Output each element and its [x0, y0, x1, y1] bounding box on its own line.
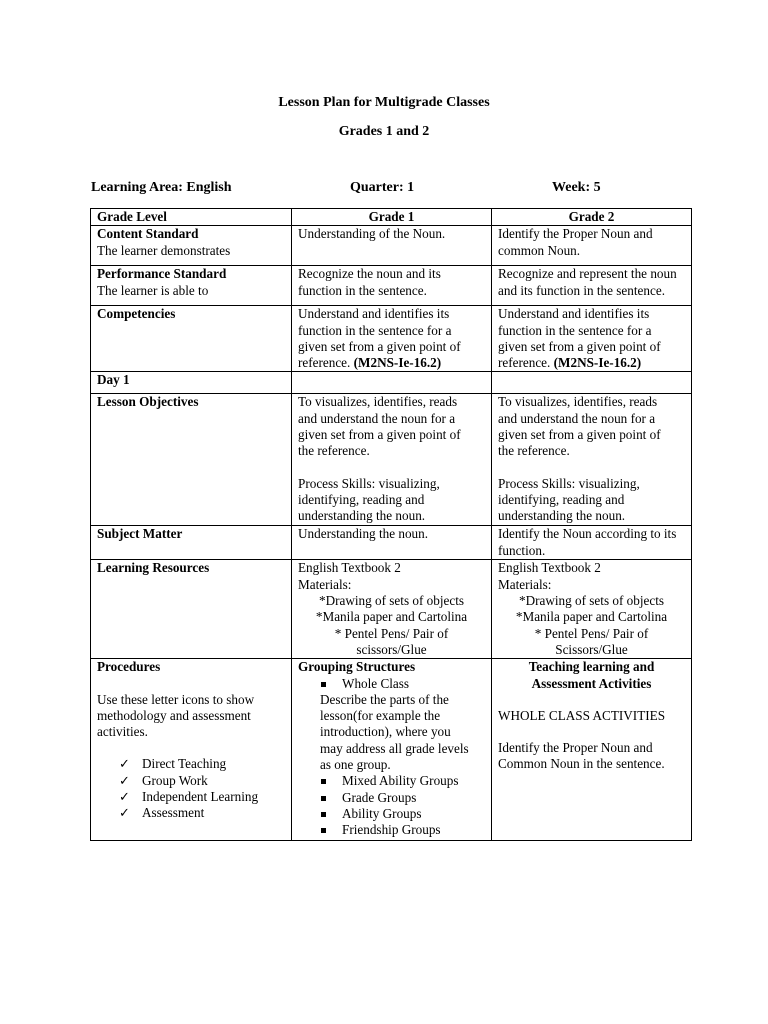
objectives-g2-skill: identifying, reading and: [498, 491, 625, 507]
competencies-g1-line: function in the sentence for a: [298, 322, 452, 338]
performance-standard-g1-line: function in the sentence.: [298, 282, 427, 298]
objectives-g1-line: and understand the noun for a: [298, 410, 456, 426]
header-grade-2: Grade 2: [492, 209, 692, 226]
grouping-list: [298, 676, 485, 692]
grouping-label: Ability Groups: [342, 805, 422, 821]
spacer: [498, 724, 685, 740]
table-row: [91, 394, 692, 526]
activities-heading: Assessment Activities: [531, 675, 652, 691]
content-standard-g1-text: Understanding of the Noun.: [298, 226, 446, 242]
resources-g2-material: * Pentel Pens/ Pair of: [534, 625, 649, 641]
spacer: [498, 692, 685, 708]
subject-matter-g2: [492, 526, 692, 560]
competencies-label-cell: [91, 306, 292, 372]
competencies-g1-line: given set from a given point of: [298, 338, 461, 354]
procedures-g2: [492, 659, 692, 841]
square-bullet-icon: [321, 779, 326, 784]
performance-standard-g1: [292, 266, 492, 306]
whole-class-description: [298, 692, 485, 773]
list-item: [119, 756, 285, 772]
header-grade-level: Grade Level: [91, 209, 292, 226]
resources-label-cell: [91, 560, 292, 659]
grouping-structures-heading: Grouping Structures: [298, 659, 416, 675]
day-g1: [292, 372, 492, 394]
spacer: [298, 460, 485, 476]
header-grade-1: Grade 1: [292, 209, 492, 226]
competencies-label: Competencies: [97, 306, 176, 322]
resources-g2-material: *Drawing of sets of objects: [518, 593, 665, 609]
procedures-label-cell: [91, 659, 292, 841]
procedures-desc-line: methodology and assessment: [97, 707, 251, 723]
content-standard-g1: [292, 226, 492, 266]
resources-g1-material: *Drawing of sets of objects: [318, 593, 465, 609]
objectives-g1-skill: identifying, reading and: [298, 491, 425, 507]
checklist-label: Independent Learning: [142, 789, 259, 805]
objectives-g1-line: the reference.: [298, 443, 370, 459]
objectives-g1: [292, 394, 492, 526]
resources-g1-material: *Manila paper and Cartolina: [315, 609, 468, 625]
objectives-label: Lesson Objectives: [97, 394, 199, 410]
resources-g2-material: Scissors/Glue: [555, 641, 628, 657]
competencies-g1-text: reference.: [298, 355, 354, 371]
content-standard-sub: The learner demonstrates: [97, 242, 231, 258]
table-row: [91, 560, 692, 659]
objectives-g2-skill: understanding the noun.: [498, 508, 626, 524]
table-row: [91, 306, 692, 372]
performance-standard-sub: The learner is able to: [97, 282, 209, 298]
grouping-label: Whole Class: [342, 675, 410, 691]
competencies-g2-text: reference.: [498, 355, 554, 371]
objectives-g2-line: and understand the noun for a: [498, 410, 656, 426]
list-item: [320, 806, 485, 822]
subject-matter-g2-line: function.: [498, 542, 546, 558]
grouping-label: Grade Groups: [342, 789, 417, 805]
lesson-plan-table: [90, 208, 692, 841]
resources-g1-material: * Pentel Pens/ Pair of: [334, 625, 449, 641]
activity-line: Common Noun in the sentence.: [498, 756, 665, 772]
objectives-g1-line: given set from a given point of: [298, 427, 461, 443]
table-row: [91, 526, 692, 560]
square-bullet-icon: [321, 812, 326, 817]
resources-g2: [492, 560, 692, 659]
content-standard-label-cell: [91, 226, 292, 266]
competencies-g2: [492, 306, 692, 372]
resources-g1-line: Materials:: [298, 576, 352, 592]
table-row: [91, 226, 692, 266]
objectives-g2: [492, 394, 692, 526]
objectives-g1-skill: understanding the noun.: [298, 508, 426, 524]
competencies-g1: [292, 306, 492, 372]
objectives-g1-skill: Process Skills: visualizing,: [298, 475, 440, 491]
content-standard-label: Content Standard: [97, 226, 199, 242]
subject-matter-g1: [292, 526, 492, 560]
document-title: Lesson Plan for Multigrade Classes: [278, 95, 490, 110]
week: Week: 5: [552, 180, 601, 195]
description-line: Describe the parts of the: [320, 691, 449, 707]
objectives-g2-line: given set from a given point of: [498, 427, 661, 443]
procedures-desc-line: activities.: [97, 724, 148, 740]
description-line: introduction), where you: [320, 724, 451, 740]
performance-standard-label-cell: [91, 266, 292, 306]
description-line: as one group.: [320, 757, 391, 773]
document-subtitle: Grades 1 and 2: [338, 124, 430, 139]
resources-g1-line: English Textbook 2: [298, 560, 401, 576]
resources-g2-line: English Textbook 2: [498, 560, 601, 576]
competencies-g1-line: Understand and identifies its: [298, 306, 450, 322]
list-item: [320, 676, 485, 692]
objectives-g2-line: the reference.: [498, 443, 570, 459]
objectives-g2-skill: Process Skills: visualizing,: [498, 475, 640, 491]
procedures-label: Procedures: [97, 659, 161, 675]
grouping-label: Friendship Groups: [342, 822, 441, 838]
checklist-label: Assessment: [142, 805, 205, 821]
table-header-row: [91, 209, 692, 226]
resources-label: Learning Resources: [97, 560, 210, 576]
check-icon: ✓: [119, 805, 131, 821]
content-standard-g2-line: common Noun.: [498, 242, 581, 258]
performance-standard-label: Performance Standard: [97, 266, 227, 282]
square-bullet-icon: [321, 796, 326, 801]
competencies-g2-code: (M2NS-Ie-16.2): [553, 355, 642, 371]
list-item: [320, 790, 485, 806]
spacer: [498, 460, 685, 476]
learning-area: Learning Area: English: [91, 180, 232, 195]
performance-standard-g2: [492, 266, 692, 306]
list-item: [320, 773, 485, 789]
subject-matter-g2-line: Identify the Noun according to its: [498, 526, 677, 542]
day-label-cell: [91, 372, 292, 394]
table-row: [91, 659, 692, 841]
content-standard-g2-line: Identify the Proper Noun and: [498, 226, 653, 242]
whole-class-activities: WHOLE CLASS ACTIVITIES: [498, 707, 666, 723]
spacer: [97, 676, 285, 692]
performance-standard-g2-line: Recognize and represent the noun: [498, 266, 677, 282]
resources-g2-material: *Manila paper and Cartolina: [515, 609, 668, 625]
procedures-desc-line: Use these letter icons to show: [97, 691, 255, 707]
competencies-g2-line-last: [498, 355, 685, 371]
description-line: lesson(for example the: [320, 708, 441, 724]
quarter: Quarter: 1: [350, 180, 415, 195]
check-icon: ✓: [119, 772, 131, 788]
square-bullet-icon: [321, 828, 326, 833]
subject-matter-g1-text: Understanding the noun.: [298, 526, 429, 542]
performance-standard-g2-line: and its function in the sentence.: [498, 282, 665, 298]
competencies-g1-line-last: [298, 355, 485, 371]
activities-heading: Teaching learning and: [528, 659, 655, 675]
procedures-g1: [292, 659, 492, 841]
competencies-g2-line: function in the sentence for a: [498, 322, 652, 338]
spacer: [97, 740, 285, 756]
checklist-label: Group Work: [142, 772, 208, 788]
resources-g1: [292, 560, 492, 659]
grouping-label: Mixed Ability Groups: [342, 773, 459, 789]
subject-matter-label: Subject Matter: [97, 526, 183, 542]
grouping-list: [298, 773, 485, 838]
checklist-label: Direct Teaching: [142, 756, 227, 772]
square-bullet-icon: [321, 682, 326, 687]
check-icon: ✓: [119, 756, 131, 772]
list-item: [119, 789, 285, 805]
competencies-g2-line: Understand and identifies its: [498, 306, 650, 322]
subject-matter-label-cell: [91, 526, 292, 560]
description-line: may address all grade levels: [320, 740, 469, 756]
resources-g2-line: Materials:: [498, 576, 552, 592]
content-standard-g2: [492, 226, 692, 266]
performance-standard-g1-line: Recognize the noun and its: [298, 266, 441, 282]
activity-line: Identify the Proper Noun and: [498, 740, 653, 756]
day-g2: [492, 372, 692, 394]
resources-g1-material: scissors/Glue: [356, 641, 427, 657]
objectives-g1-line: To visualizes, identifies, reads: [298, 394, 458, 410]
day-label: Day 1: [97, 372, 130, 388]
list-item: [119, 805, 285, 821]
methodology-checklist: [97, 756, 285, 821]
competencies-g1-code: (M2NS-Ie-16.2): [353, 355, 442, 371]
table-row: [91, 372, 692, 394]
competencies-g2-line: given set from a given point of: [498, 338, 661, 354]
check-icon: ✓: [119, 789, 131, 805]
table-row: [91, 266, 692, 306]
objectives-g2-line: To visualizes, identifies, reads: [498, 394, 658, 410]
list-item: [119, 773, 285, 789]
objectives-label-cell: [91, 394, 292, 526]
list-item: [320, 822, 485, 838]
